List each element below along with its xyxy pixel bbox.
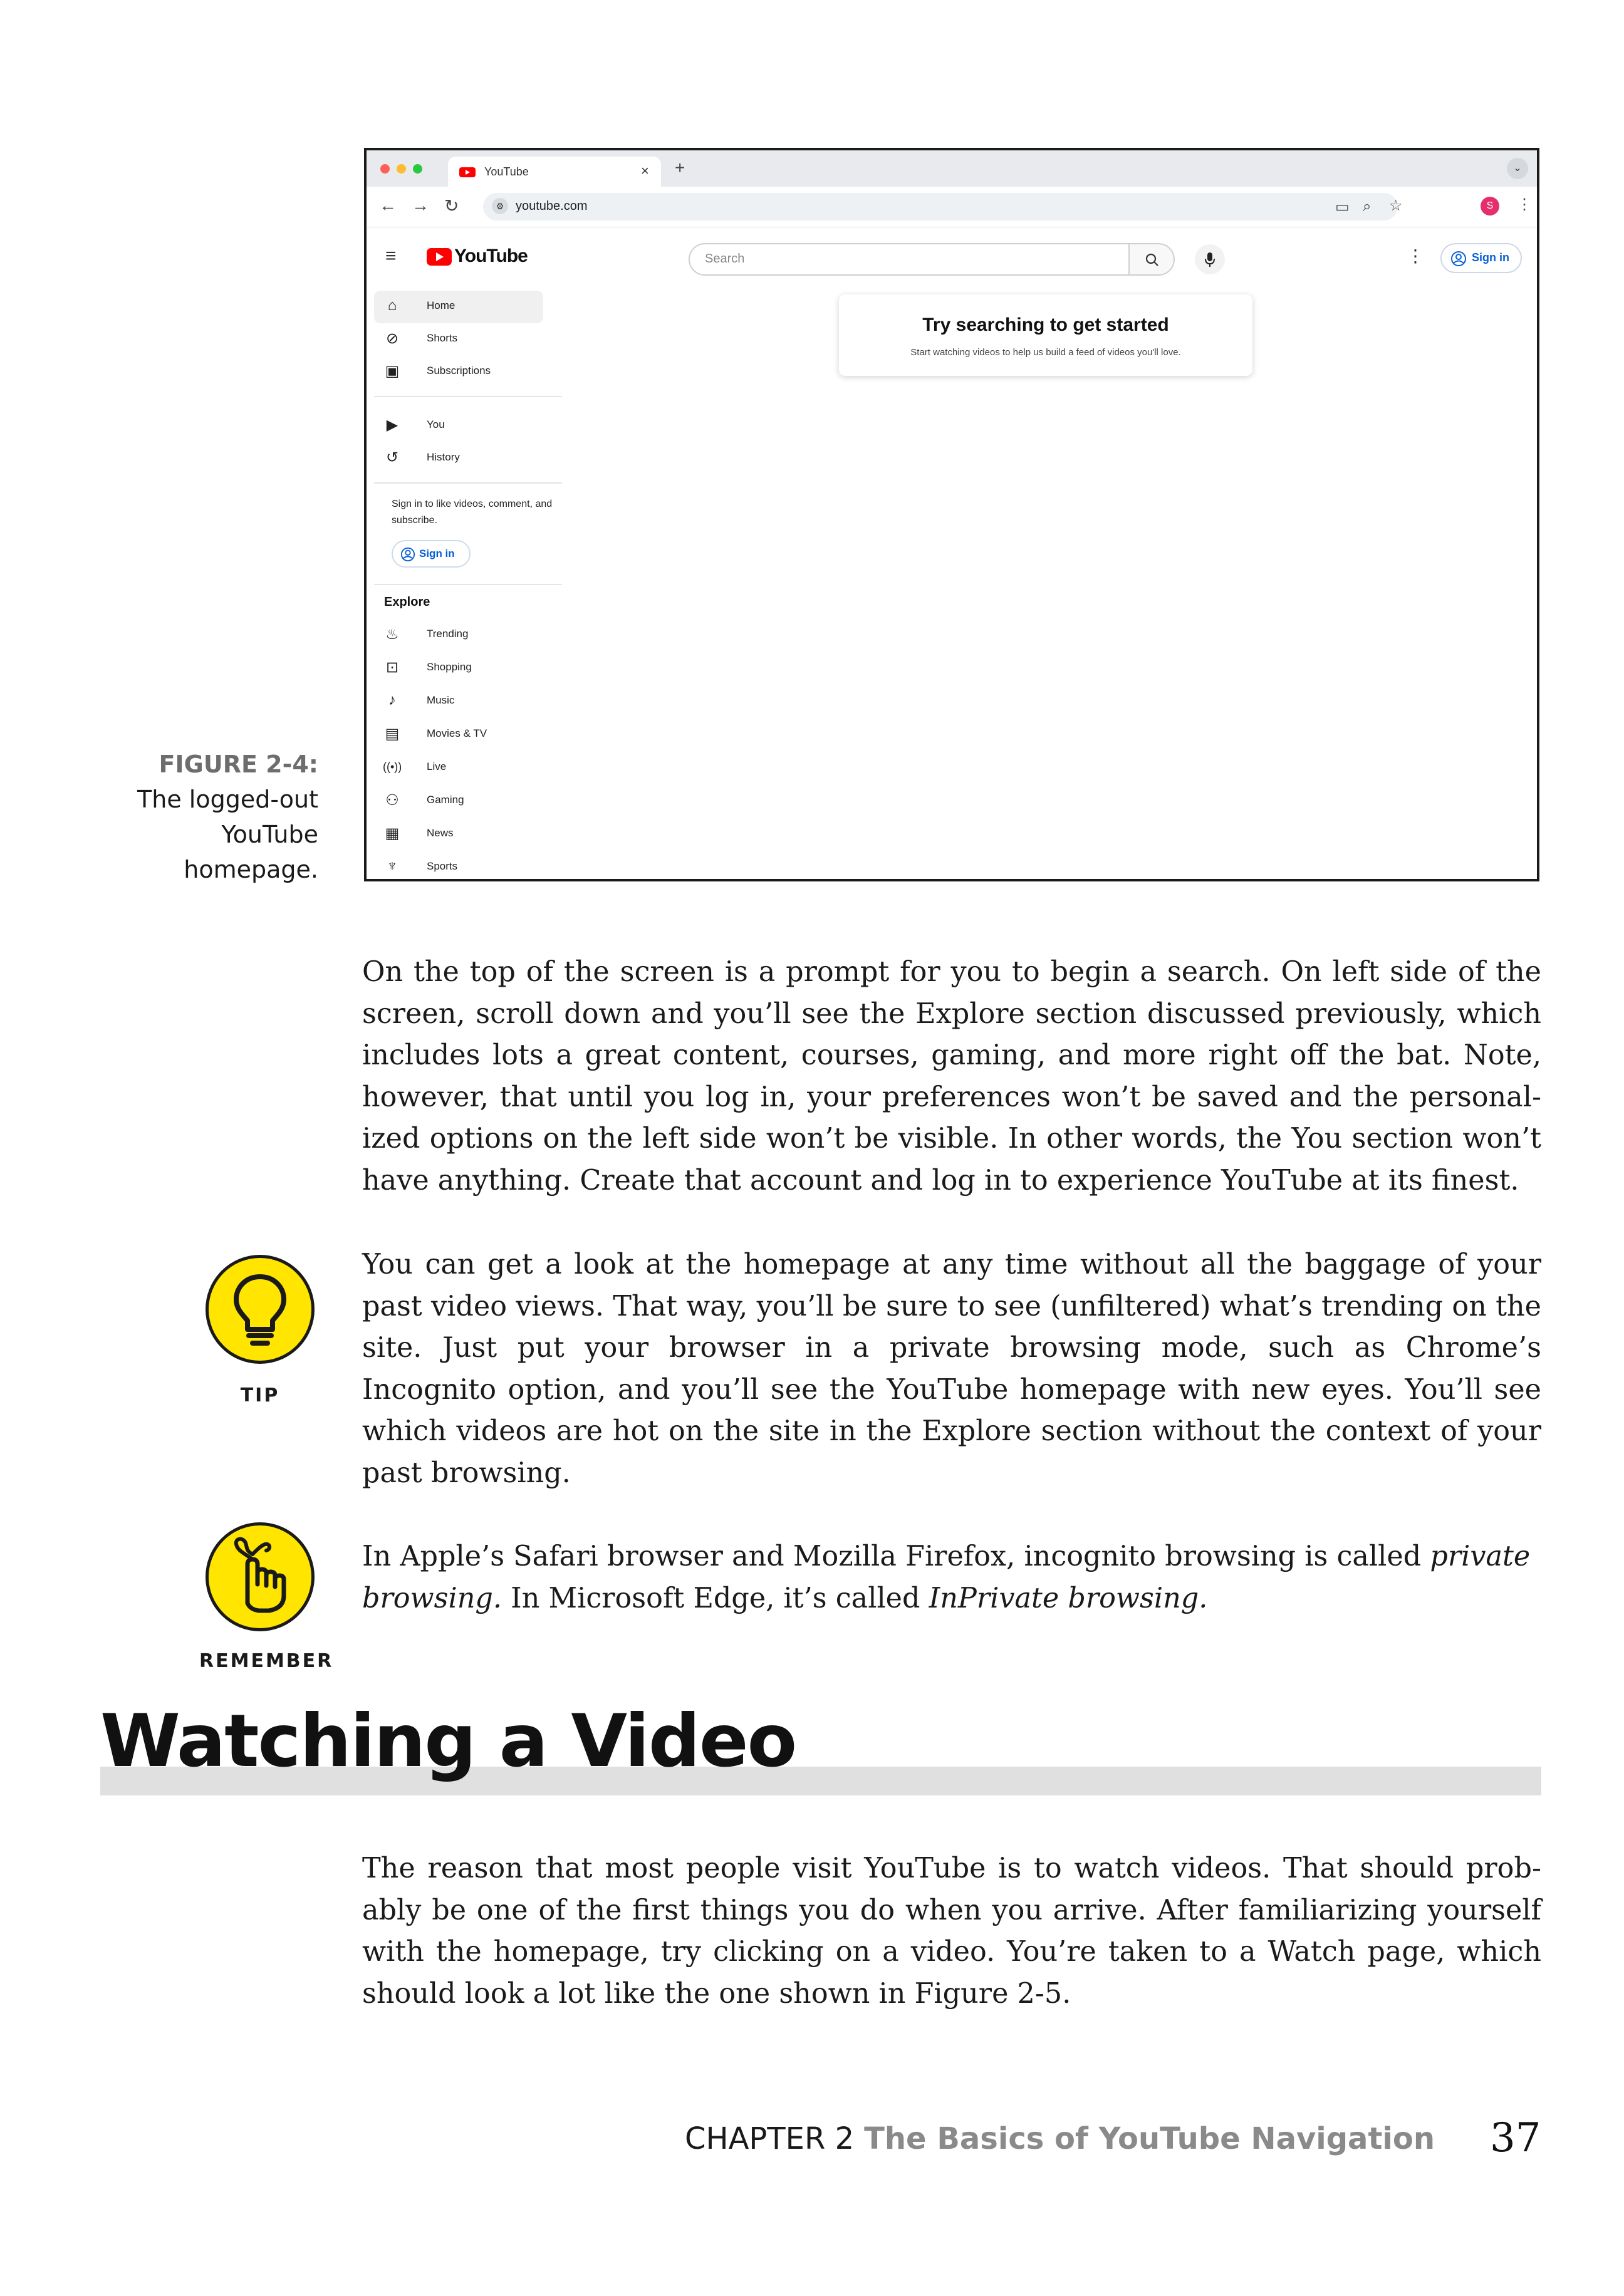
remember-text: In Microsoft Edge, it’s called: [502, 1582, 929, 1614]
zoom-icon[interactable]: ⌕: [1363, 198, 1372, 215]
body-paragraph: The reason that most people visit YouTube is to watch videos. That should probably be one of the first things you do when you arrive. After familiarizing yourself with the homepage, try clicking on a video. You’re taken to a Watch page, which should look a lot like the one shown in Figure 2-5.: [362, 1852, 1541, 2010]
history-icon: ↺: [385, 449, 399, 466]
sidebar-item-news[interactable]: [374, 818, 543, 851]
explore-heading: Explore: [384, 595, 430, 609]
tip-paragraph: You can get a look at the homepage at any time without all the baggage of your past video views. That way, you’ll be sure to see (unfiltered) what’s trending on the site. Just put your browser in a private browsing mode, such as Chrome’s Incognito option, and you’ll see the YouTube homepage with new eyes. You’ll see which videos are hot on the site in the Explore section without the context of your past browsing.: [362, 1249, 1541, 1489]
browser-tab[interactable]: [448, 157, 661, 187]
site-settings-icon[interactable]: ⚙: [492, 198, 508, 214]
sidebar-item-gaming[interactable]: [374, 785, 543, 818]
tip-label: TIP: [240, 1384, 280, 1406]
search-placeholder: Search: [705, 252, 745, 266]
sports-icon: ♆: [387, 858, 398, 875]
sidebar-item-music[interactable]: [374, 685, 543, 718]
maximize-window-dot[interactable]: [413, 164, 422, 174]
account-circle-icon: [400, 547, 415, 562]
sidebar-item-label: Live: [427, 761, 447, 772]
sidebar-item-label: Shopping: [427, 661, 472, 673]
youtube-sidebar: [367, 287, 573, 881]
sidebar-item-trending[interactable]: [374, 619, 543, 652]
sign-in-button[interactable]: [1440, 243, 1522, 273]
sidebar-item-label: History: [427, 451, 460, 463]
reload-icon[interactable]: ↻: [444, 196, 459, 216]
remember-italic-term: private browsing.: [362, 1540, 1531, 1614]
sidebar-item-label: Movies & TV: [427, 727, 487, 739]
music-icon: ♪: [388, 692, 396, 709]
sidebar-item-label: Subscriptions: [427, 365, 491, 377]
you-icon: ▶: [386, 417, 398, 434]
sidebar-item-you[interactable]: [374, 410, 543, 442]
settings-kebab-icon[interactable]: ⋮: [1407, 246, 1424, 266]
search-button[interactable]: [1128, 243, 1175, 276]
running-footer: [685, 2121, 1435, 2156]
browser-toolbar: [367, 187, 1537, 227]
sidebar-divider: [374, 584, 562, 585]
search-input[interactable]: [689, 243, 1130, 276]
sidebar-item-history[interactable]: [374, 442, 543, 475]
sidebar-item-label: Music: [427, 694, 455, 706]
gaming-icon: ⚇: [385, 792, 399, 809]
figure-caption: [118, 747, 318, 887]
sidebar-item-shorts[interactable]: [374, 323, 543, 356]
back-arrow-icon[interactable]: ←: [379, 195, 397, 215]
install-app-icon[interactable]: ▭: [1335, 199, 1350, 216]
browser-tab-strip: [367, 150, 1537, 187]
sidebar-item-live[interactable]: [374, 752, 543, 784]
sidebar-item-subscriptions[interactable]: [374, 356, 543, 388]
sidebar-item-sports[interactable]: [374, 851, 543, 881]
minimize-window-dot[interactable]: [397, 164, 406, 174]
bookmark-star-icon[interactable]: ☆: [1389, 197, 1403, 214]
sidebar-signin-prompt: Sign in to like videos, comment, and subscribe.: [392, 499, 553, 526]
remember-paragraph: [362, 1536, 1541, 1619]
sidebar-item-movies[interactable]: [374, 719, 543, 751]
footer-chapter: CHAPTER 2: [684, 2121, 855, 2156]
sidebar-divider: [374, 482, 562, 484]
sidebar-item-label: Home: [427, 299, 455, 311]
sign-in-label: Sign in: [419, 548, 455, 559]
profile-avatar[interactable]: S: [1481, 197, 1499, 216]
sidebar-item-label: Gaming: [427, 794, 464, 806]
try-searching-card: [839, 294, 1252, 376]
remember-label: REMEMBER: [199, 1650, 334, 1672]
sidebar-divider: [374, 396, 562, 397]
youtube-wordmark[interactable]: YouTube: [454, 246, 528, 266]
movies-icon: ▤: [385, 725, 400, 742]
close-window-dot[interactable]: [380, 164, 390, 174]
address-bar[interactable]: [483, 193, 1403, 221]
youtube-favicon-icon: [459, 167, 476, 177]
microphone-icon: [1204, 251, 1216, 268]
figure-caption-text: The logged-out YouTube homepage.: [137, 786, 318, 883]
news-icon: ▦: [385, 825, 400, 842]
remember-finger-icon: [206, 1522, 315, 1631]
remember-text: In Apple’s Safari browser and Mozilla Firefox, incognito browsing is called: [362, 1540, 1430, 1572]
tab-search-chevron-icon[interactable]: ⌄: [1507, 158, 1528, 179]
youtube-header: [367, 227, 1537, 287]
live-icon: ((•)): [383, 761, 402, 773]
figure-screenshot: [364, 148, 1539, 881]
voice-search-button[interactable]: [1195, 244, 1225, 274]
forward-arrow-icon[interactable]: →: [412, 195, 429, 215]
sidebar-sign-in-button[interactable]: [392, 540, 471, 568]
body-paragraph: On the top of the screen is a prompt for you to begin a search. On left side of the screen, scroll down and you’ll see the Explore section discussed previously, which includes lots a great content, courses, gaming, and more right off the bat. Note, however, that until you log in, your preferences won’t be saved and the personalized options on the left side won’t be visible. In other words, the You section won’t have anything. Create that account and log in to experience YouTube at its finest.: [362, 956, 1541, 1197]
home-icon: ⌂: [387, 297, 397, 314]
tab-close-icon[interactable]: ×: [641, 163, 649, 179]
figure-label: FIGURE 2-4:: [159, 751, 318, 778]
section-heading: Watching a Video: [100, 1699, 796, 1784]
address-url: youtube.com: [516, 199, 588, 213]
trending-icon: ♨: [385, 626, 399, 643]
sidebar-item-label: Sports: [427, 860, 458, 872]
sidebar-item-shopping[interactable]: [374, 652, 543, 685]
shopping-icon: ⊡: [385, 659, 399, 676]
shorts-icon: ⊘: [385, 330, 399, 347]
footer-chapter-title: The Basics of YouTube Navigation: [864, 2121, 1435, 2156]
tip-lightbulb-icon: [206, 1255, 315, 1364]
youtube-logo-icon[interactable]: [427, 248, 452, 266]
sign-in-label: Sign in: [1472, 251, 1509, 264]
page-number: 37: [1490, 2115, 1541, 2161]
hamburger-menu-icon[interactable]: ≡: [385, 246, 397, 266]
subscriptions-icon: ▣: [385, 363, 400, 380]
try-searching-subtitle: Start watching videos to help us build a feed of videos you'll love.: [910, 347, 1181, 358]
sidebar-item-home[interactable]: [374, 291, 543, 323]
remember-italic-term: InPrivate browsing.: [929, 1582, 1208, 1614]
account-circle-icon: [1450, 251, 1467, 267]
try-searching-title: Try searching to get started: [922, 314, 1169, 335]
sidebar-item-label: Shorts: [427, 332, 458, 344]
new-tab-button[interactable]: +: [675, 158, 685, 177]
search-icon: [1145, 252, 1160, 268]
tab-title: YouTube: [484, 165, 529, 178]
sidebar-item-label: You: [427, 418, 445, 430]
sidebar-item-label: Trending: [427, 628, 469, 640]
browser-menu-icon[interactable]: ⋮: [1517, 196, 1532, 213]
sidebar-item-label: News: [427, 827, 454, 839]
